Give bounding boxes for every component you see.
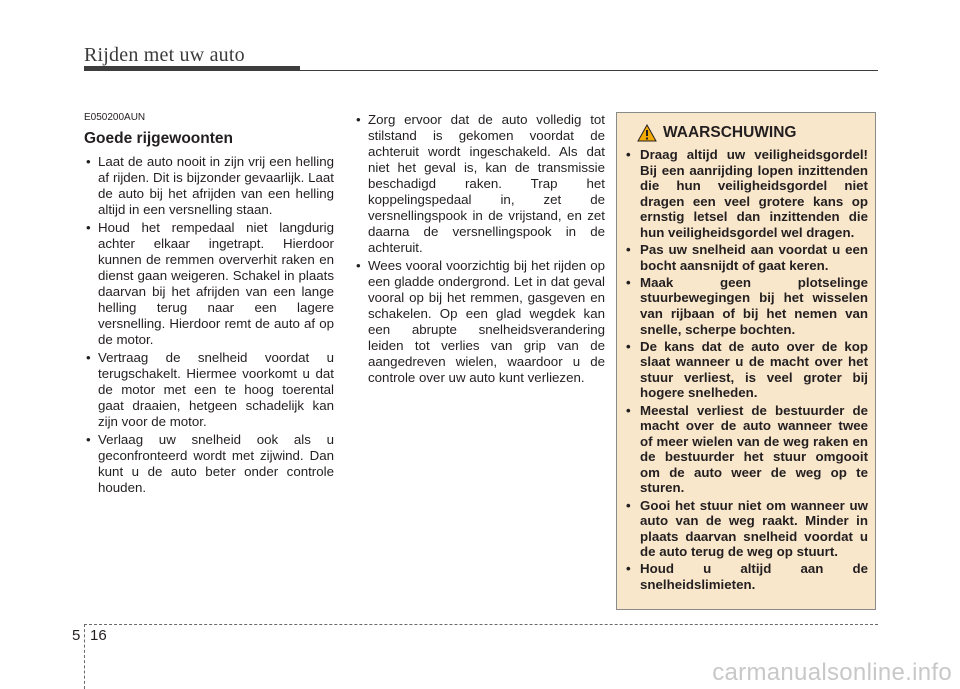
- list-item: • Maak geen plotselinge stuurbewegingen bij het wisselen van rijbaan of bij het nemen van snelle, scherpe bochten.: [624, 275, 868, 337]
- list-item: • De kans dat de auto over de kop slaat wanneer u de macht over het stuur verliest, is veel groter bij hogere snelheden.: [624, 339, 868, 401]
- middle-bullet-list: [354, 112, 605, 386]
- section-code: E050200AUN: [84, 112, 146, 123]
- footer-divider: [84, 624, 85, 689]
- header-title: Rijden met uw auto: [84, 44, 245, 66]
- header-rule: [300, 70, 878, 71]
- list-item: • Zorg ervoor dat de auto volledig tot stilstand is gekomen voordat de achteruit wordt ingeschakeld. Als dat niet het geval is, kan de transmissie beschadigd raken. Trap het koppelingspedaal in, zet de versnellingspook in de vrijstand, en zet daarna de versnellingspook in de achteruit.: [354, 112, 605, 256]
- left-column: [84, 112, 334, 498]
- chapter-number: 5: [72, 627, 81, 644]
- watermark: carmanualsonline.info: [712, 659, 952, 686]
- middle-column: [354, 112, 605, 388]
- header-accent-bar: [84, 66, 300, 71]
- left-bullet-list: [84, 154, 334, 496]
- warning-triangle-icon: [637, 124, 657, 142]
- warning-bullet-list: [624, 147, 868, 594]
- page-number: 16: [90, 627, 107, 644]
- list-item: • Vertraag de snelheid voordat u terugschakelt. Hiermee voorkomt u dat de motor met een te hoog toerental gaat draaien, hetgeen schadelijk kan zijn voor de motor.: [84, 350, 334, 430]
- warning-box: [616, 112, 876, 610]
- list-item: • Wees vooral voorzichtig bij het rijden op een gladde ondergrond. Let in dat geval vooral op bij het remmen, gasgeven en schakelen. Op een glad wegdek kan een abrupte snelheidsverandering leiden tot verlies van grip van de aangedreven wielen, waardoor u de controle over uw auto kunt verliezen.: [354, 258, 605, 386]
- list-item: • Gooi het stuur niet om wanneer uw auto van de weg raakt. Minder in plaats daarvan snelheid voordat u de auto terug de weg op stuurt.: [624, 498, 868, 560]
- warning-title: WAARSCHUWING: [663, 124, 797, 141]
- footer-rule: [84, 624, 878, 625]
- list-item: • Houd het rempedaal niet langdurig achter elkaar ingetrapt. Hierdoor kunnen de remmen oververhit raken en dienst gaan weigeren. Schakel in plaats daarvan bij het afrijden van een lange helling terug naar een lagere versnelling. Hierdoor remt de auto af op de motor.: [84, 220, 334, 348]
- list-item: • Laat de auto nooit in zijn vrij een helling af rijden. Dit is bijzonder gevaarlijk. Laat de auto bij het afrijden van een helling altijd in een versnelling staan.: [84, 154, 334, 218]
- list-item: • Verlaag uw snelheid ook als u geconfronteerd wordt met zijwind. Dan kunt u de auto beter onder controle houden.: [84, 432, 334, 496]
- list-item: • Pas uw snelheid aan voordat u een bocht aansnijdt of gaat keren.: [624, 242, 868, 273]
- list-item: • Draag altijd uw veiligheidsgordel! Bij een aanrijding lopen inzittenden die hun veiligheidsgordel niet dragen een veel grotere kans op ernstig letsel dan inzittenden die hun veiligheidsgordel wel dragen.: [624, 147, 868, 241]
- list-item: • Houd u altijd aan de snelheidslimieten.: [624, 561, 868, 592]
- warning-header: [637, 123, 796, 143]
- section-heading: Goede rijgewoonten: [84, 130, 233, 147]
- list-item: • Meestal verliest de bestuurder de macht over de auto wanneer twee of meer wielen van de weg raken en de bestuurder het stuur omgooit om de auto weer de weg op te sturen.: [624, 403, 868, 497]
